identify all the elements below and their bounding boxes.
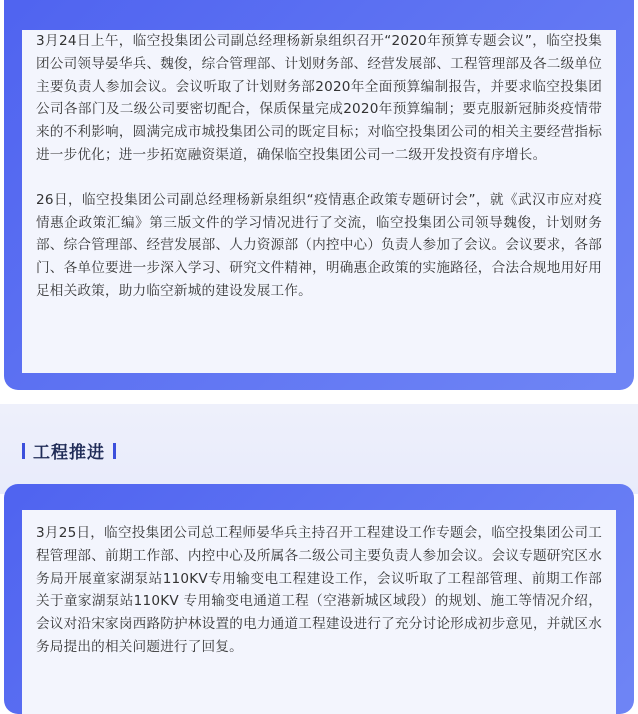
card-content — [22, 510, 616, 714]
card-content — [22, 30, 616, 373]
section-title — [18, 438, 124, 463]
paragraph-engineering-meeting: 3月25日，临空投集团公司总工程师晏华兵主持召开工程建设工作专题会，临空投集团公司工程管理部、前期工作部、内控中心及所属各二级公司主要负责人参加会议。会议专题研究区水务局开展童家湖泵站110KV专用输变电工程建设工作，会议听取了工程部管理、前期工作部关于童家湖泵站110KV 专用输变电通道工程（空港新城区域段）的规划、施工等情况介绍，会议对沿宋家岗西路防护林设置的电力通道工程建设进行了充分讨论形成初步意见，并就区水务局提出的相关问题进行了回复。 — [36, 525, 602, 655]
news-card-engineering — [4, 484, 634, 714]
news-card-meetings — [4, 0, 634, 390]
title-bar-left — [22, 443, 25, 459]
title-bar-right — [113, 443, 116, 459]
paragraph-budget-meeting: 3月24日上午，临空投集团公司副总经理杨新泉组织召开“2020年预算专题会议”，临空投集团公司领导晏华兵、魏俊，综合管理部、计划财务部、经营发展部、工程管理部及各二级单位主要负责人参加会议。会议听取了计划财务部2020年全面预算编制报告，并要求临空投集团公司各部门及二级公司要密切配合，保质保量完成2020年预算编制；要克服新冠肺炎疫情带来的不利影响，圆满完成市城投集团公司的既定目标；对临空投集团公司的相关主要经营指标进一步优化；进一步拓宽融资渠道，确保临空投集团公司一二级开发投资有序增长。 — [36, 33, 602, 163]
section-title-text: 工程推进 — [33, 443, 105, 463]
paragraph-policy-seminar: 26日，临空投集团公司副总经理杨新泉组织“疫情惠企政策专题研讨会”，就《武汉市应对疫情惠企政策汇编》第三版文件的学习情况进行了交流，临空投集团公司领导魏俊，计划财务部、综合管理部、经营发展部、人力资源部（内控中心）负责人参加了会议。会议要求，各部门、各单位要进一步深入学习、研究文件精神，明确惠企政策的实施路径，合法合规地用好用足相关政策，助力临空新城的建设发展工作。 — [36, 191, 602, 299]
